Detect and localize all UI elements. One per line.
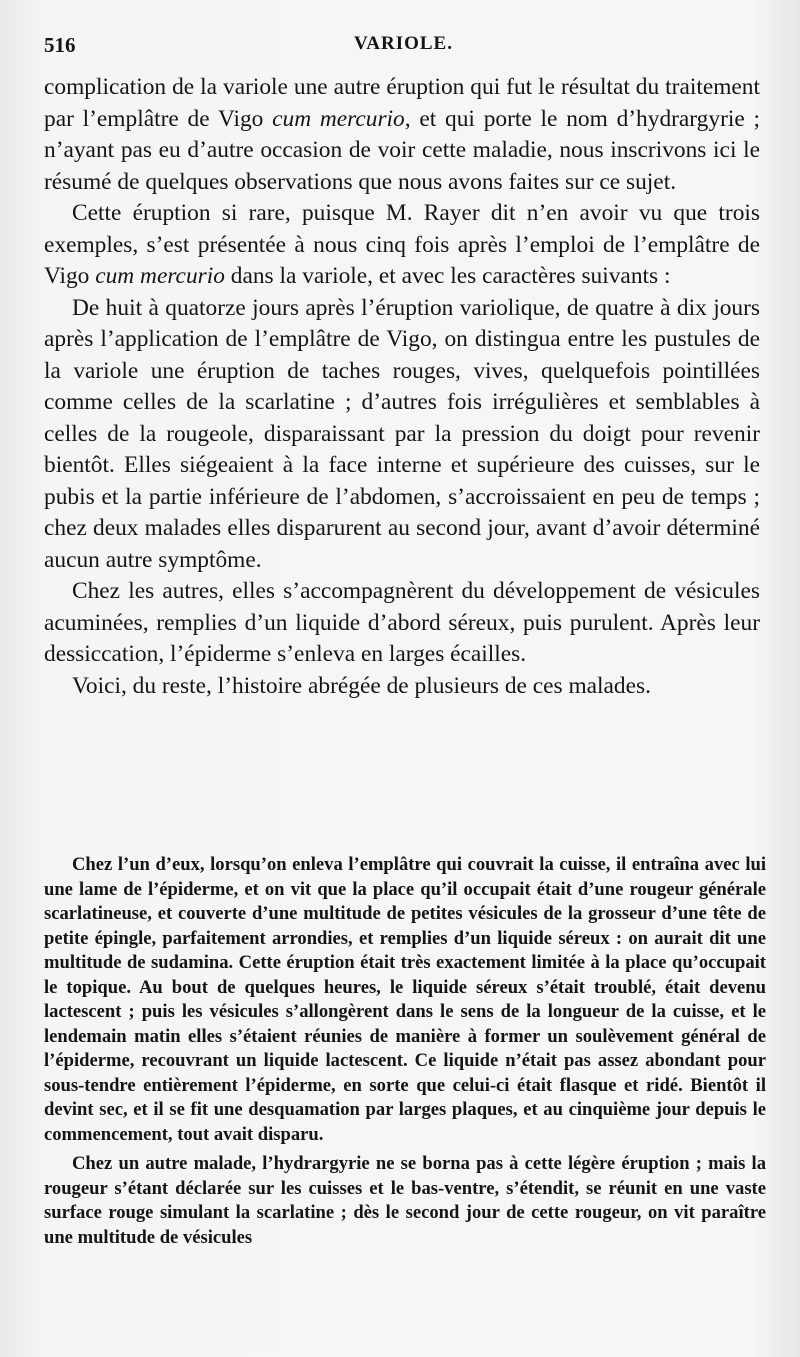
text-run: Chez les autres, elles s’accompagnèrent du développement de vésicules acuminées, remplies d’un liquide d’abord séreux, puis purulent. Après leur dessiccation, l’épiderme s’enleva en larges écailles. (44, 578, 760, 667)
text-run: Voici, du reste, l’histoire abrégée de plusieurs de ces malades. (72, 672, 651, 699)
italic-phrase: cum mercurio (272, 105, 405, 132)
paragraph (44, 198, 760, 293)
text-run: complication de la variole une autre éruption qui fut le résultat du traitement par l’emplâtre de Vigo (44, 74, 760, 132)
running-title: VARIOLE. (354, 33, 453, 54)
paragraph (44, 293, 760, 577)
paragraph (44, 576, 760, 671)
paragraph (44, 72, 760, 198)
case-paragraph: Chez l’un d’eux, lorsqu’on enleva l’emplâtre qui couvrait la cuisse, il entraîna avec lui une lame de l’épiderme, et on vit que la place qu’il occupait était d’une rougeur générale scarlatineuse, et couverte d’une multitude de petites vésicules de la grosseur d’une tête de petite épingle, parfaitement arrondies, et remplies d’un liquide séreux : on aurait dit une multitude de sudamina. Cette éruption était très exactement limitée à la place qu’occupait le topique. Au bout de quelques heures, le liquide séreux s’était troublé, était devenu lactescent ; puis les vésicules s’allongèrent dans le sens de la longueur de la cuisse, et le lendemain matin elles s’étaient réunies de manière à former un soulèvement général de l’épiderme, recouvrant un liquide lactescent. Ce liquide n’était pas assez abondant pour sous-tendre entièrement l’épiderme, en sorte que celui-ci était flasque et ridé. Bientôt il devint sec, et il se fit une desquamation par larges plaques, et au cinquième jour depuis le commencement, tout avait disparu. (44, 854, 766, 1145)
italic-phrase: cum mercurio (95, 263, 225, 289)
page-number: 516 (44, 33, 76, 57)
page-header (44, 33, 760, 69)
main-text (44, 72, 760, 702)
text-run: Cette éruption si rare, puisque M. Rayer dit n’en avoir vu que trois exemples, s’est présentée à nous cinq fois après l’emploi de l’emplâtre de Vigo (44, 200, 760, 289)
paragraph (44, 671, 760, 703)
text-run: , et qui porte le nom d’hydrargyrie ; n’ayant pas eu d’autre occasion de voir cette maladie, nous inscrivons ici le résumé de quelques observations que nous avons faites sur ce sujet. (44, 105, 761, 195)
text-run: De huit à quatorze jours après l’éruption variolique, de quatre à dix jours après l’application de l’emplâtre de Vigo, on distingua entre les pustules de la variole une éruption de taches rouges, vives, quelquefois pointillées comme celles de la scarlatine ; d’autres fois irrégulières et semblables à celles de la rougeole, disparaissant par la pression du doigt pour revenir bientôt. Elles siégeaient à la face interne et supérieure des cuisses, sur le pubis et la partie inférieure de l’abdomen, s’accroissaient en peu de temps ; chez deux malades elles disparurent au second jour, avant d’avoir déterminé aucun autre symptôme. (44, 294, 760, 573)
text-run: dans la variole, et avec les caractères suivants : (224, 263, 671, 289)
case-paragraph: Chez un autre malade, l’hydrargyrie ne se borna pas à cette légère éruption ; mais la rougeur s’étant déclarée sur les cuisses et le bas-ventre, s’étendit, se réunit en une vaste surface rouge simulant la scarlatine ; dès le second jour de cette rougeur, on vit paraître une multitude de vésicules (44, 1153, 766, 1248)
case-notes (44, 853, 766, 1250)
